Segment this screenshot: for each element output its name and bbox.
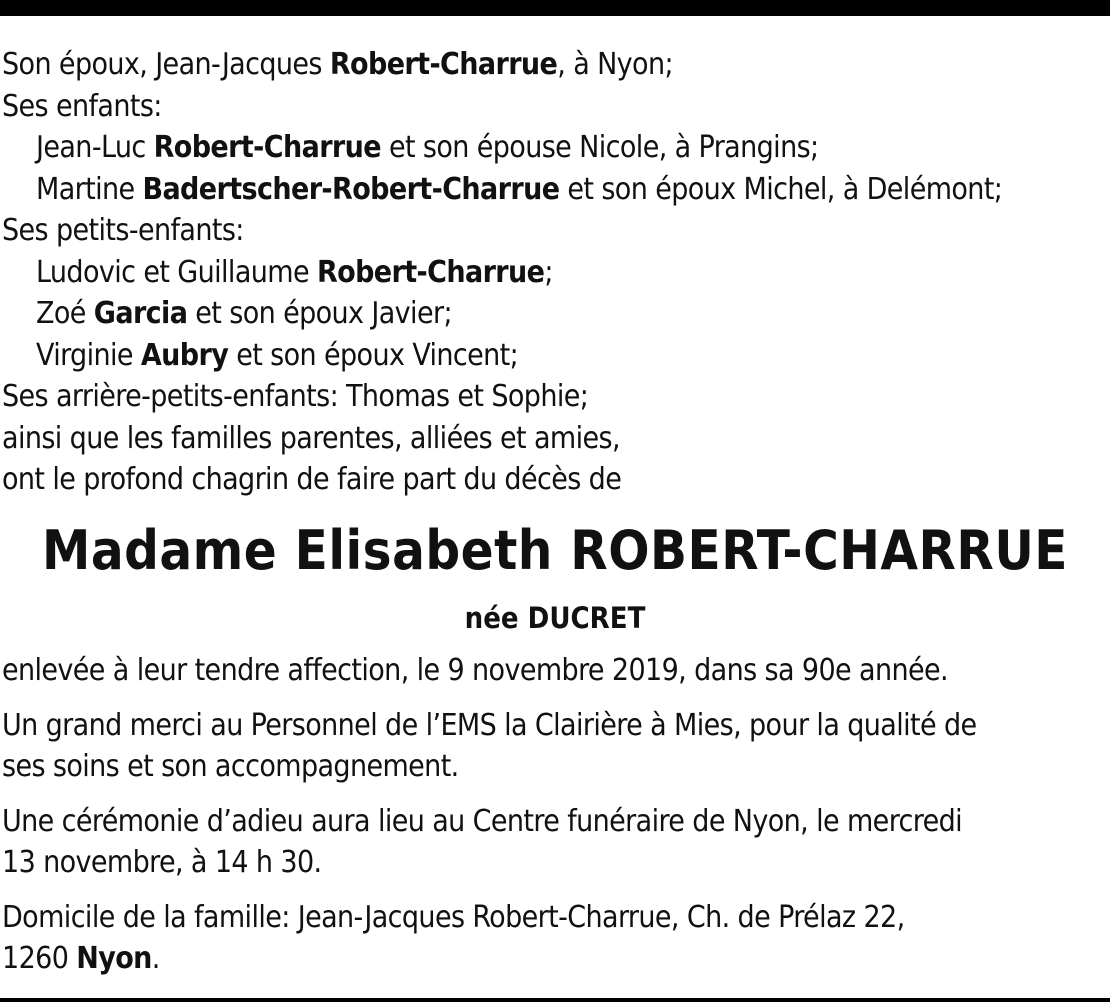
- grandchild-surname: Garcia: [93, 296, 188, 331]
- grandchildren-heading: Ses petits-enfants:: [2, 213, 244, 248]
- details-section: [2, 650, 1108, 993]
- deceased-name: Madame Elisabeth ROBERT-CHARRUE: [42, 519, 1068, 582]
- domicile-city: Nyon: [76, 941, 152, 976]
- thanks-paragraph: [2, 705, 1108, 787]
- maiden-name: née DUCRET: [464, 601, 646, 635]
- spouse-line: [2, 44, 1108, 86]
- domicile-post: .: [151, 941, 160, 976]
- grandchild-post: ;: [544, 254, 553, 290]
- grandchild-post: et son époux Javier;: [187, 296, 452, 331]
- ceremony-paragraph: [2, 801, 1108, 883]
- postal-code: 1260: [2, 941, 77, 976]
- relatives-line: ainsi que les familles parentes, alliées et amies,: [2, 420, 620, 456]
- grandchild-line: [2, 252, 1108, 294]
- spouse-pre: Son époux, Jean-Jacques: [2, 47, 330, 82]
- great-grandchildren-line: Ses arrière-petits-enfants: Thomas et Sophie;: [2, 379, 589, 414]
- passing-paragraph: enlevée à leur tendre affection, le 9 novembre 2019, dans sa 90e année.: [2, 653, 948, 688]
- bottom-rule: [0, 998, 1110, 1002]
- grandchild-line: [2, 293, 1108, 335]
- family-notice: [2, 44, 1108, 501]
- domicile-paragraph: [2, 897, 1108, 979]
- spouse-surname: Robert-Charrue: [329, 47, 558, 82]
- child-line: [2, 127, 1108, 169]
- domicile-line: Domicile de la famille: Jean-Jacques Robert-Charrue, Ch. de Prélaz 22,: [2, 900, 905, 935]
- grandchild-pre: Zoé: [36, 296, 94, 331]
- announcement-line: ont le profond chagrin de faire part du décès de: [2, 462, 622, 497]
- child-post: et son épouse Nicole, à Prangins;: [380, 130, 819, 165]
- grandchild-surname: Robert-Charrue: [316, 254, 545, 290]
- grandchild-surname: Aubry: [140, 337, 229, 373]
- child-post: et son époux Michel, à Delémont;: [559, 171, 1003, 207]
- ceremony-line: Une cérémonie d’adieu aura lieu au Centre funéraire de Nyon, le mercredi: [2, 804, 963, 839]
- child-pre: Jean-Luc: [36, 130, 154, 165]
- ceremony-line: 13 novembre, à 14 h 30.: [2, 845, 322, 880]
- grandchild-pre: Virginie: [36, 337, 141, 373]
- child-pre: Martine: [36, 171, 143, 207]
- spouse-post: , à Nyon;: [557, 47, 673, 82]
- child-surname: Robert-Charrue: [153, 130, 381, 165]
- thanks-line: Un grand merci au Personnel de l’EMS la Clairière à Mies, pour la qualité de: [2, 708, 977, 743]
- deceased-block: [0, 516, 1110, 638]
- children-heading: Ses enfants:: [2, 88, 162, 124]
- top-rule: [0, 0, 1110, 16]
- domicile-line: [2, 938, 1108, 979]
- grandchild-line: [2, 335, 1108, 377]
- child-surname: Badertscher-Robert-Charrue: [142, 171, 560, 207]
- thanks-line: ses soins et son accompagnement.: [2, 749, 459, 784]
- grandchild-pre: Ludovic et Guillaume: [36, 254, 317, 290]
- grandchild-post: et son époux Vincent;: [228, 337, 519, 373]
- child-line: [2, 169, 1108, 211]
